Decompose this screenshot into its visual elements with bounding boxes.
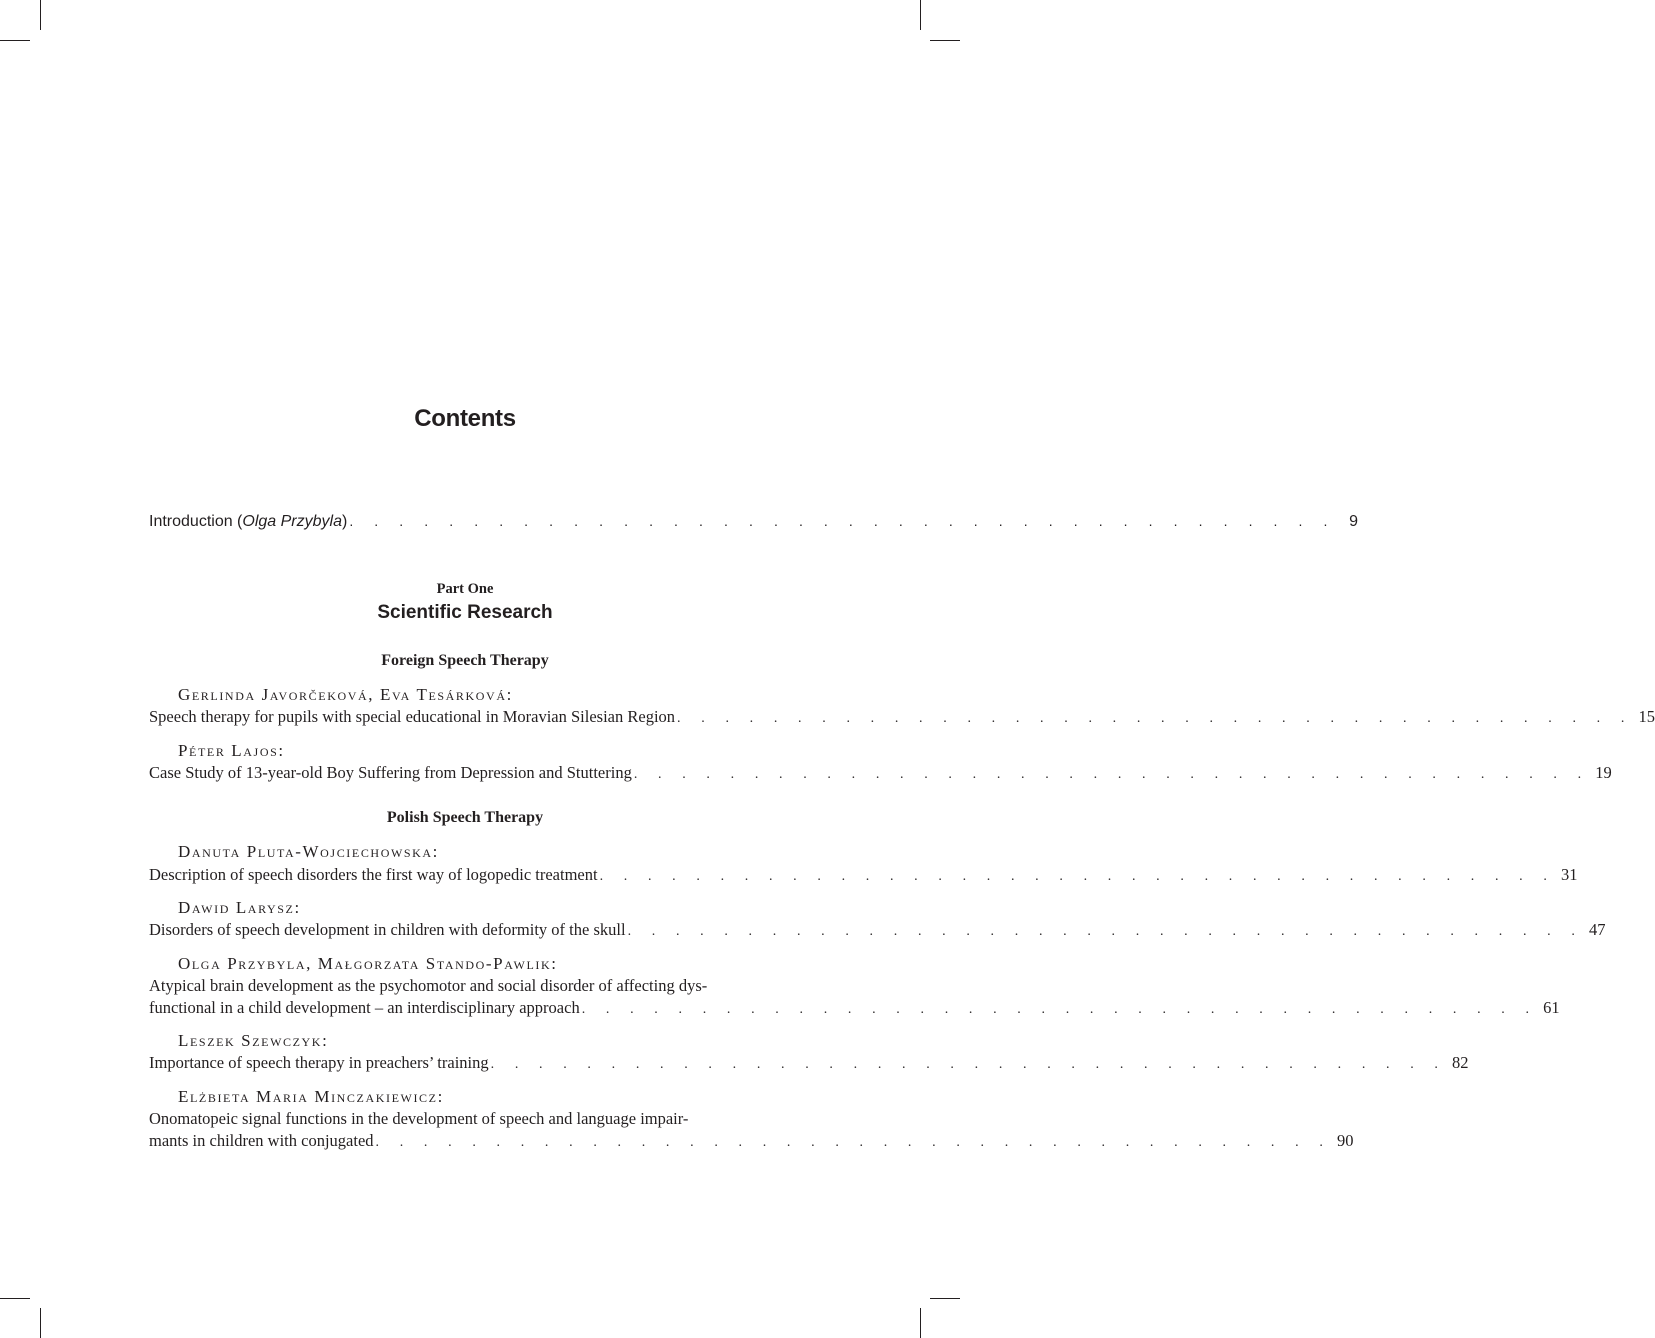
page-number: 90 [1336,1131,1354,1150]
crop-mark-top-right-v [920,0,921,30]
page-number: 19 [1595,763,1612,782]
introduction-label: Introduction (Olga Przybyla) [149,513,348,530]
page-number: 61 [1543,998,1560,1017]
dot-leader: . . . . . . . . . . . . . . . . . . . . . . . . . . . . . . . . . . . . . . . . [627,924,1584,939]
toc-entry-introduction[interactable] [149,510,1358,533]
dot-leader: . . . . . . . . . . . . . . . . . . . . . . . . . . . . . . . . . . . . . . . . [599,869,1556,884]
entry-title: functional in a child development – an interdisciplinary approach [149,998,580,1017]
entry-title: Disorders of speech development in children with deformity of the skull [149,920,626,939]
part-title: Scientific Research [377,602,553,623]
entry-title: mants in children with conjugated [149,1131,374,1150]
toc-entry[interactable] [149,864,1578,888]
entry-authors: Leszek Szewczyk: [178,1031,329,1050]
dot-leader: . . . . . . . . . . . . . . . . . . . . . . . . . . . . . . . . . . . . . . . . [375,1135,1332,1150]
dot-leader: . . . . . . . . . . . . . . . . . . . . . . . . . . . . . . . . . . . . . . . . [490,1057,1447,1072]
toc-entry[interactable] [149,1052,1469,1076]
page-number: 82 [1452,1053,1469,1072]
entry-authors: Danuta Pluta-Wojciechowska: [178,842,440,861]
crop-mark-bottom-left-v [40,1308,41,1338]
page-title: Contents [414,405,516,432]
toc-entry[interactable] [149,997,1560,1021]
page-number: 9 [1349,513,1358,530]
page-number: 31 [1560,865,1578,884]
introduction-editor: Olga Przybyla [242,513,342,530]
entry-title: Speech therapy for pupils with special educational in Moravian Silesian Region [149,707,676,726]
entry-authors: Elżbieta Maria Minczakiewicz: [178,1087,444,1106]
entry-title: Importance of speech therapy in preachers’ training [149,1053,489,1072]
toc-entry[interactable] [149,706,1655,730]
entry-authors: Olga Przybyla, Małgorzata Stando-Pawlik: [178,954,558,973]
entry-authors: Gerlinda Javorčeková, Eva Tesárková: [178,685,513,704]
entry-title: Description of speech disorders the first way of logopedic treatment [149,865,598,884]
entry-authors: Péter Lajos: [178,741,285,760]
crop-mark-top-left-v [40,0,41,30]
entry-title-line: Onomatopeic signal functions in the development of speech and language impair- [149,1109,689,1128]
entry-title-line: Atypical brain development as the psychomotor and social disorder of affecting dys- [149,976,708,995]
page-number: 15 [1638,707,1655,726]
part-label: Part One [436,581,494,597]
section-heading-polish: Polish Speech Therapy [386,809,544,826]
dot-leader: . . . . . . . . . . . . . . . . . . . . . . . . . . . . . . . . . . . . . . . . [349,513,1336,529]
toc-entry[interactable] [149,919,1606,943]
entry-authors: Dawid Larysz: [178,898,301,917]
crop-mark-top-right-h [930,40,960,41]
crop-mark-bottom-left-h [0,1298,30,1299]
section-heading-foreign: Foreign Speech Therapy [381,652,549,669]
dot-leader: . . . . . . . . . . . . . . . . . . . . . . . . . . . . . . . . . . . . . . . . [677,711,1633,726]
dot-leader: . . . . . . . . . . . . . . . . . . . . . . . . . . . . . . . . . . . . . . . . [581,1002,1538,1017]
toc-entry[interactable] [149,1130,1354,1154]
toc-entry[interactable] [149,762,1612,786]
entry-title: Case Study of 13-year-old Boy Suffering from Depression and Stuttering [149,763,632,782]
crop-mark-bottom-right-v [920,1308,921,1338]
crop-mark-top-left-h [0,40,30,41]
page-number: 47 [1588,920,1606,939]
crop-mark-bottom-right-h [930,1298,960,1299]
dot-leader: . . . . . . . . . . . . . . . . . . . . . . . . . . . . . . . . . . . . . . . . [633,767,1590,782]
